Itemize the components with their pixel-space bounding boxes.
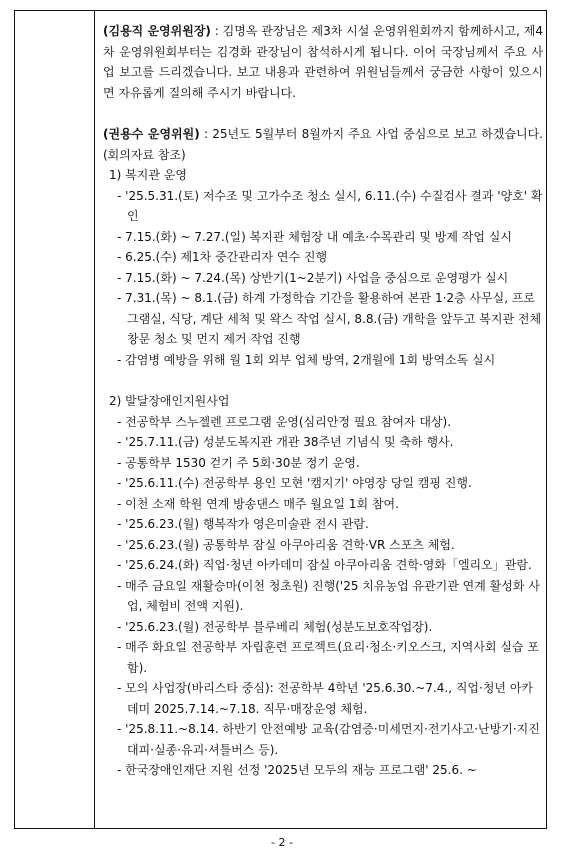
list-item: - 모의 사업장(바리스타 중심): 전공학부 4학년 '25.6.30.~7.4., 직업·청년 아카데미 2025.7.14.~7.18. 직무·매장운영 체험.: [117, 681, 534, 716]
list-item: - 한국장애인재단 지원 선정 '2025년 모두의 재능 프로그램' 25.6. ~: [117, 763, 477, 777]
list-item: - '25.6.23.(월) 전공학부 블루베리 체험(성분도보호작업장).: [117, 619, 433, 634]
list-item: - '25.5.31.(토) 저수조 및 고가수조 청소 실시, 6.11.(수) 수질검사 결과 '양호' 확인: [117, 188, 543, 223]
list-item: - '25.6.24.(화) 직업·청년 아카데미 잠실 아쿠아리움 견학·영화「엘리오」관람.: [117, 558, 532, 572]
list-item: - '25.8.11.~8.14. 하반기 안전예방 교육(감염증·미세먼지·전기사고·난방기·지진대피·실종·유괴·셔틀버스 등).: [117, 722, 540, 757]
page-number: - 2 -: [271, 836, 293, 849]
list-item: - 감염병 예방을 위해 월 1회 외부 업체 방역, 2개월에 1회 방역소독 실시: [117, 352, 496, 367]
list-item: - 7.15.(화) ~ 7.27.(일) 복지관 체험장 내 예초·수목관리 및 방제 작업 실시: [117, 229, 512, 244]
list-item: - 7.15.(화) ~ 7.24.(목) 상반기(1~2분기) 사업을 중심으로 운영평가 실시: [117, 270, 509, 285]
list-item: - '25.6.23.(월) 공통학부 잠실 아쿠아리움 견학·VR 스포츠 체험.: [117, 537, 455, 552]
list-item: - '25.7.11.(금) 성분도복지관 개관 38주년 기념식 및 축하 행사.: [117, 435, 454, 449]
list-item: - 6.25.(수) 제1차 중간관리자 연수 진행: [117, 250, 328, 264]
member-statement: [103, 124, 543, 165]
speaker-name: (김용직 운영위원장): [103, 24, 211, 38]
list-item: - 매주 화요일 전공학부 자립훈련 프로젝트(요리·청소·키오스크, 지역사회 실습 포함).: [117, 640, 539, 675]
left-empty-column: [15, 11, 95, 828]
list-item: - 매주 금요일 재활승마(이천 청초원) 진행('25 치유농업 유관기관 연계 활성화 사업, 체험비 전액 지원).: [117, 578, 540, 613]
statement-text: : 김명옥 관장님은 제3차 시설 운영위원회까지 함께하시고, 제4차 운영위원회부터는 김경화 관장님이 참석하시게 됩니다. 이어 국장님께서 주요 사업 보고를 드리겠습니다. 보고 내용과 관련하여 위원님들께서 궁금한 사항이 있으시면 자유롭게 질의해 주시기 바랍니다.: [103, 24, 543, 100]
speaker-name: (권용수 운영위원): [103, 127, 200, 141]
section-list: [103, 186, 543, 371]
section-list: [103, 412, 543, 781]
section-title: 2) 발달장애인지원사업: [109, 394, 230, 408]
list-item: - 공통학부 1530 걷기 주 5회·30분 정기 운영.: [117, 455, 360, 470]
chair-statement: [103, 21, 543, 103]
minutes-content: [103, 21, 543, 781]
list-item: - '25.6.11.(수) 전공학부 용인 모현 '캠지기' 야영장 당일 캠핑 진행.: [117, 476, 472, 490]
document-table: [14, 10, 547, 829]
section-title: 1) 복지관 운영: [109, 168, 187, 182]
list-item: - 이천 소재 학원 연계 방송댄스 매주 월요일 1회 참여.: [117, 496, 399, 511]
list-item: - '25.6.23.(월) 행복작가 영은미술관 전시 관람.: [117, 517, 369, 531]
list-item: - 7.31.(목) ~ 8.1.(금) 하계 가정학습 기간을 활용하여 본관 1·2층 사무실, 프로그램실, 식당, 계단 세척 및 왁스 작업 실시, 8.8.(금) 개학을 앞두고 복지관 전체 창문 청소 및 먼지 제거 작업 진행: [117, 291, 542, 346]
statement-text: : 25년도 5월부터 8월까지 주요 사업 중심으로 보고 하겠습니다. (회의자료 참조): [103, 127, 543, 162]
list-item: - 전공학부 스누젤렌 프로그램 운영(심리안정 필요 참여자 대상).: [117, 414, 452, 429]
